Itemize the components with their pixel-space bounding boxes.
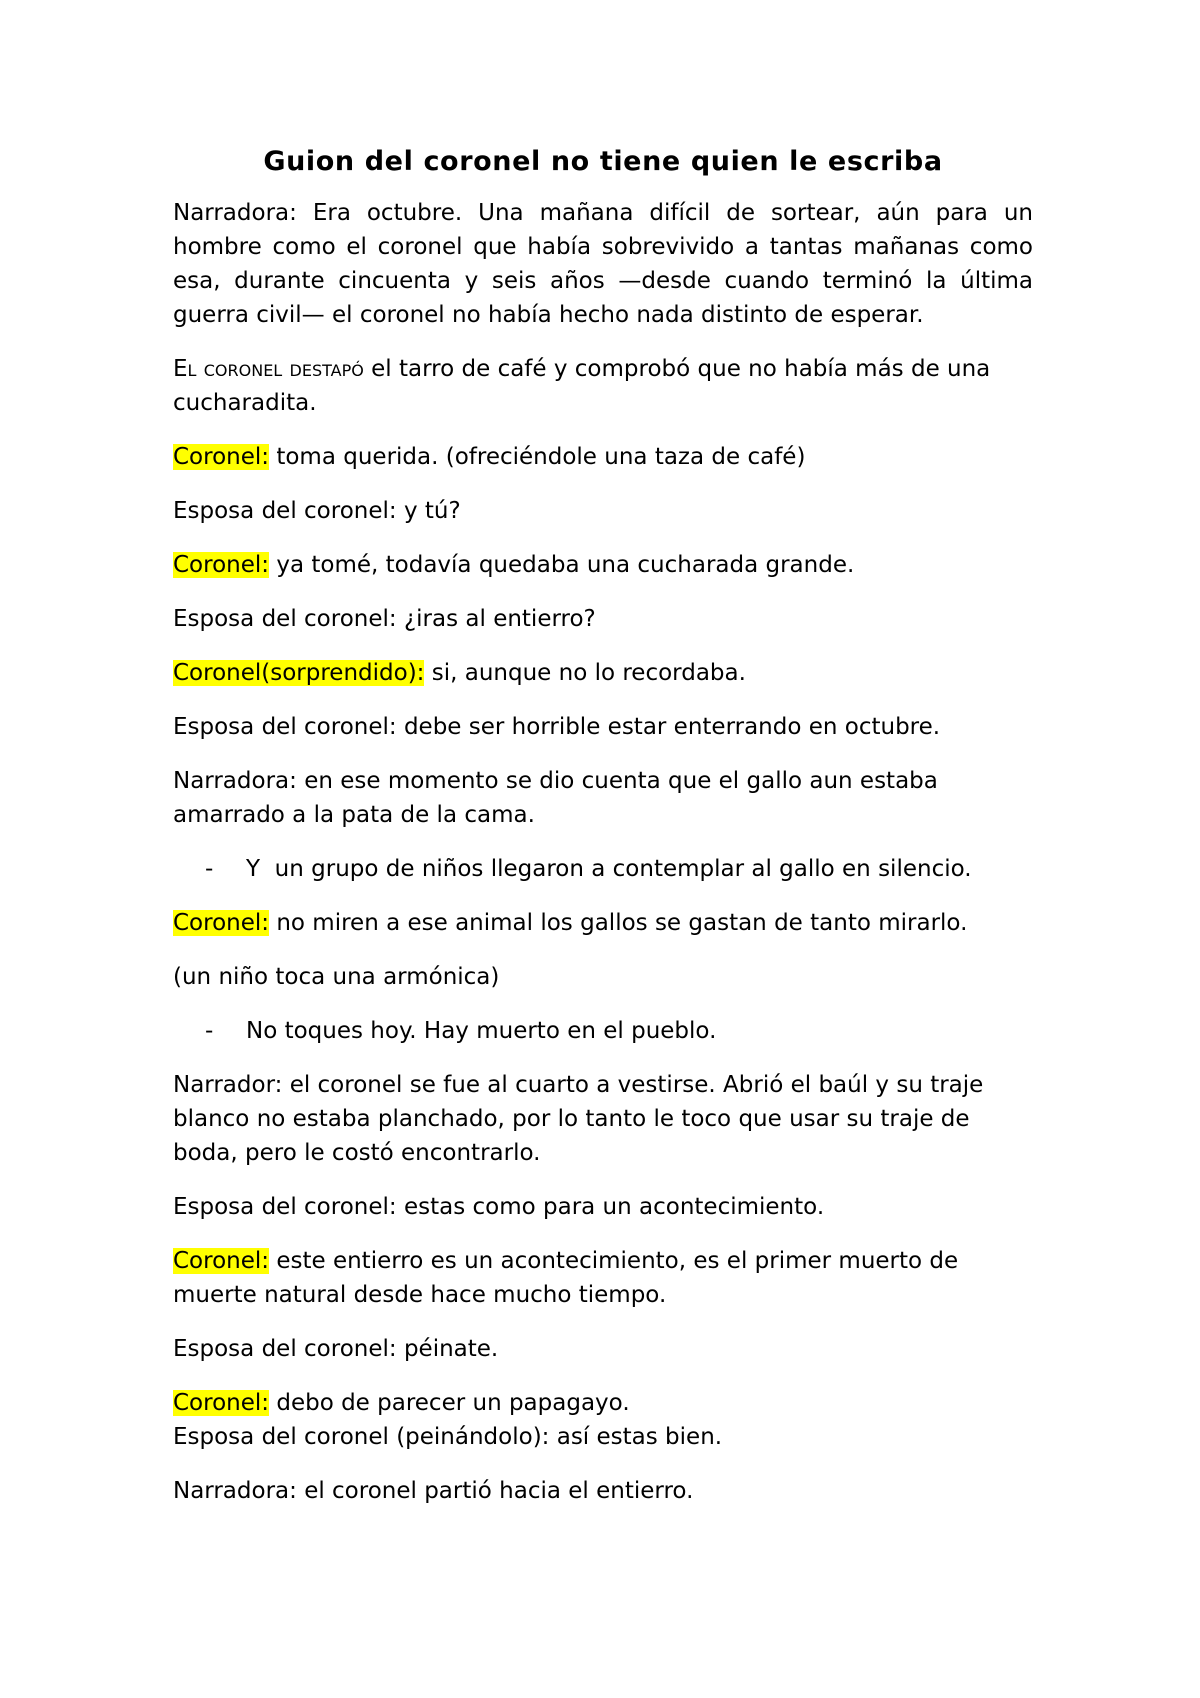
speaker-label: Esposa del coronel:: [173, 1336, 397, 1362]
stage-direction: (un niño toca una armónica): [173, 964, 500, 990]
speaker-label: Narradora:: [173, 768, 297, 794]
line-text: si, aunque no lo recordaba.: [431, 660, 746, 686]
speaker-label: Esposa del coronel:: [173, 714, 397, 740]
line-text: toma querida. (ofreciéndole una taza de café): [276, 444, 806, 470]
line-text: péinate.: [403, 1336, 499, 1362]
line-text: así estas bien.: [556, 1424, 723, 1450]
line-text: no miren a ese animal los gallos se gastan de tanto mirarlo.: [276, 910, 968, 936]
speaker-label: Esposa del coronel:: [173, 498, 397, 524]
line-text: debo de parecer un papagayo.: [276, 1390, 630, 1416]
dialogue-line: [173, 656, 1033, 690]
line-text: el coronel partió hacia el entierro.: [304, 1478, 694, 1504]
dash-list-item: [173, 1014, 1033, 1048]
line-text: ¿iras al entierro?: [403, 606, 596, 632]
paragraph-narration-2: [173, 352, 1033, 420]
line-text: No toques hoy. Hay muerto en el pueblo.: [246, 1018, 717, 1044]
speaker-label: Narradora:: [173, 1478, 297, 1504]
dialogue-line: [173, 710, 1033, 744]
dialogue-line: [173, 602, 1033, 636]
paragraph-narration-5: [173, 1474, 1033, 1508]
paragraph-narration-1: [173, 196, 1033, 332]
dialogue-line: [173, 1244, 1033, 1312]
speaker-label: Narrador:: [173, 1072, 283, 1098]
speaker-label-highlighted: Coronel:: [173, 1390, 270, 1416]
smallcaps-lead: El coronel destapó: [173, 356, 364, 382]
document-title: Guion del coronel no tiene quien le escriba: [263, 146, 943, 177]
line-text: Y un grupo de niños llegaron a contemplar al gallo en silencio.: [246, 856, 972, 882]
dialogue-line: [173, 1386, 1033, 1420]
line-text: y tú?: [403, 498, 461, 524]
line-text: estas como para un acontecimiento.: [403, 1194, 825, 1220]
dialogue-line: [173, 548, 1033, 582]
speaker-label-highlighted: Coronel(sorprendido):: [173, 660, 425, 686]
line-text: este entierro es un acontecimiento, es el primer muerto de muerte natural desde hace mucho tiempo.: [173, 1248, 959, 1308]
paragraph-narration-4: [173, 1068, 1033, 1170]
line-text: en ese momento se dio cuenta que el gallo aun estaba amarrado a la pata de la cama.: [173, 768, 938, 828]
line-text: el tarro de café y comprobó que no había más de una cucharadita.: [173, 356, 991, 416]
speaker-label: Esposa del coronel:: [173, 606, 397, 632]
speaker-label: Esposa del coronel:: [173, 1194, 397, 1220]
speaker-label: Esposa del coronel (peinándolo):: [173, 1424, 550, 1450]
dialogue-line: [173, 1420, 1033, 1454]
paragraph-narration-3: [173, 764, 1033, 832]
document-page: [173, 140, 1033, 1528]
dash-bullet: -: [205, 1018, 214, 1044]
dialogue-line: [173, 1332, 1033, 1366]
line-text: Era octubre. Una mañana difícil de sortear, aún para un hombre como el coronel que había sobrevivido a tantas mañanas como esa, durante cincuenta y seis años —desde cuando terminó la última guerra civil— el coronel no había hecho nada distinto de esperar.: [173, 200, 1033, 328]
speaker-label-highlighted: Coronel:: [173, 552, 270, 578]
speaker-label-highlighted: Coronel:: [173, 1248, 270, 1274]
dialogue-line: [173, 906, 1033, 940]
speaker-label-highlighted: Coronel:: [173, 910, 270, 936]
speaker-label-highlighted: Coronel:: [173, 444, 270, 470]
dialogue-line: [173, 494, 1033, 528]
speaker-label: Narradora:: [173, 200, 297, 226]
line-text: ya tomé, todavía quedaba una cucharada grande.: [276, 552, 855, 578]
dialogue-line: [173, 1190, 1033, 1224]
dialogue-line: [173, 440, 1033, 474]
dash-list-item: [173, 852, 1033, 886]
dash-bullet: -: [205, 856, 214, 882]
line-text: debe ser horrible estar enterrando en octubre.: [403, 714, 941, 740]
line-text: el coronel se fue al cuarto a vestirse. Abrió el baúl y su traje blanco no estaba planchado, por lo tanto le toco que usar su traje de boda, pero le costó encontrarlo.: [173, 1072, 984, 1166]
